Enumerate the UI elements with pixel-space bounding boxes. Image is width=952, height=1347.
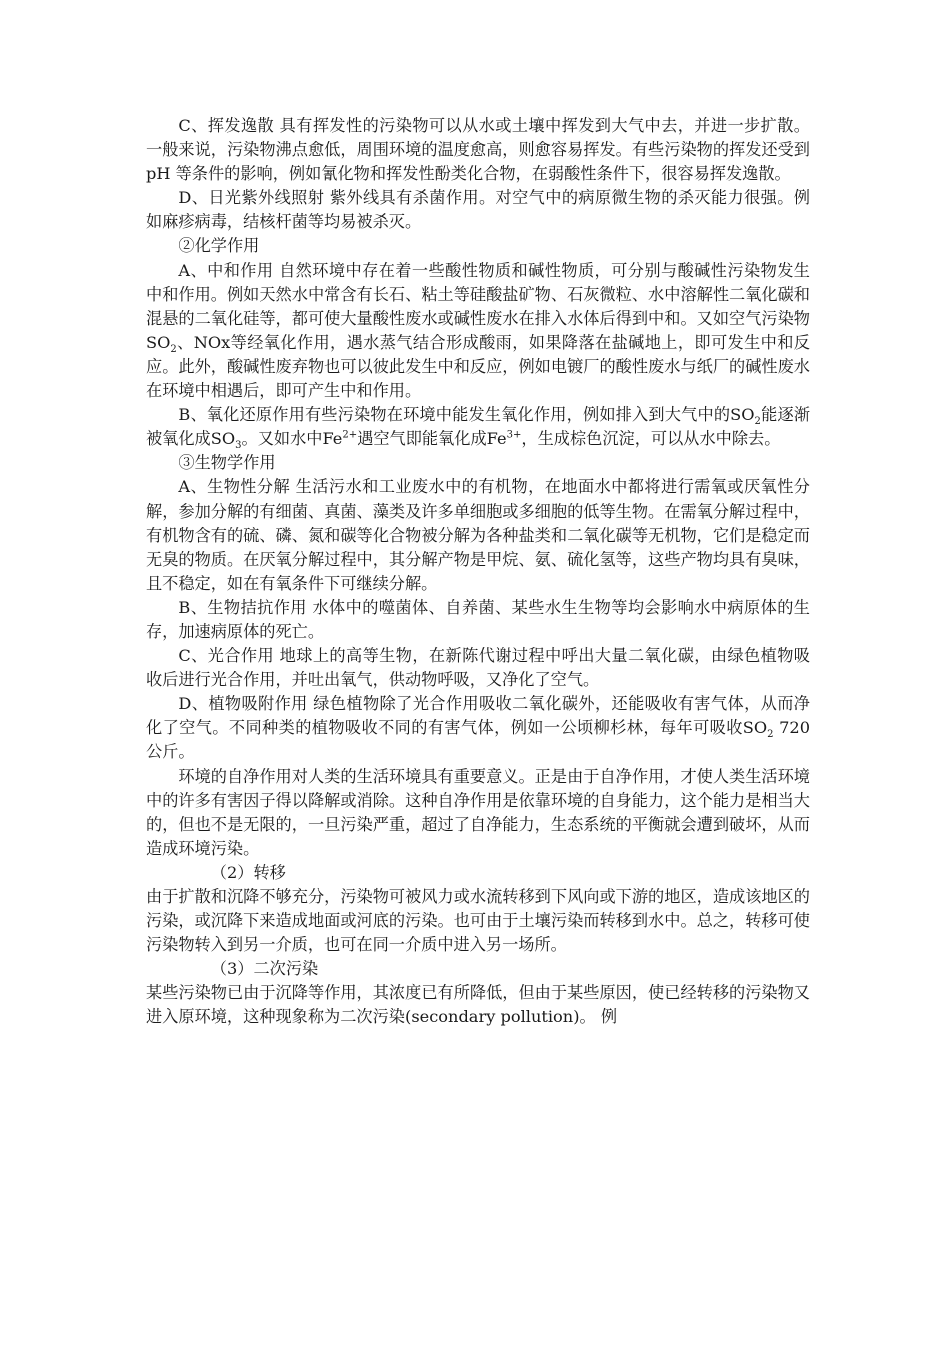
paragraph-volatilization: C、挥发逸散 具有挥发性的污染物可以从水或土壤中挥发到大气中去，并进一步扩散。一般来说，污染物沸点愈低，周围环境的温度愈高，则愈容易挥发。有些污染物的挥发还受到 pH 等条件的影响，例如氰化物和挥发性酚类化合物，在弱酸性条件下，很容易挥发逸散。	[146, 116, 810, 184]
paragraph-neutralization	[146, 259, 810, 404]
paragraph-transfer: 由于扩散和沉降不够充分，污染物可被风力或水流转移到下风向或下游的地区，造成该地区的污染，或沉降下来造成地面或河底的污染。也可由于土壤污染而转移到水中。总之，转移可使污染物转入到另一介质，也可在同一介质中进入另一场所。	[146, 887, 810, 955]
heading-secondary-pollution: （3）二次污染	[210, 959, 319, 979]
paragraph-redox	[146, 403, 810, 451]
subscript-so2: 2	[170, 344, 177, 356]
heading-chemical-action: ②化学作用	[178, 236, 260, 256]
document-page	[146, 114, 810, 1030]
paragraph-uv-irradiation: D、日光紫外线照射 紫外线具有杀菌作用。对空气中的病原微生物的杀灭能力很强。例如麻疹病毒，结核杆菌等均易被杀灭。	[146, 188, 810, 232]
absorption-text-b: 720 公斤。	[146, 718, 810, 762]
subscript-so2: 2	[767, 729, 774, 741]
heading-transfer: （2）转移	[210, 862, 286, 882]
paragraph-antagonism: B、生物拮抗作用 水体中的噬菌体、自养菌、某些水生生物等均会影响水中病原体的生存，加速病原体的死亡。	[146, 597, 810, 641]
redox-text-c: 。又如水中Fe	[241, 429, 343, 449]
paragraph-plant-absorption	[146, 692, 810, 764]
paragraph-self-purification: 环境的自净作用对人类的生活环境具有重要意义。正是由于自净作用，才使人类生活环境中的许多有害因子得以降解或消除。这种自净作用是依靠环境的自身能力，这个能力是相当大的，但也不是无限的，一旦污染严重，超过了自净能力，生态系统的平衡就会遭到破坏，从而造成环境污染。	[146, 766, 810, 858]
subscript-so2: 2	[754, 416, 761, 428]
redox-text-a: B、氧化还原作用有些污染物在环境中能发生氧化作用，例如排入到大气中的SO	[178, 405, 755, 425]
paragraph-photosynthesis: C、光合作用 地球上的高等生物，在新陈代谢过程中呼出大量二氧化碳，由绿色植物吸收后进行光合作用，并吐出氧气，供动物呼吸，又净化了空气。	[146, 646, 810, 690]
neutralization-text-a: A、中和作用 自然环境中存在着一些酸性物质和碱性物质，可分别与酸碱性污染物发生中和作用。例如天然水中常含有长石、粘土等硅酸盐矿物、石灰微粒、水中溶解性二氧化碳和混悬的二氧化硅等，都可使大量酸性废水或碱性废水在排入水体后得到中和。又如空气污染物SO	[146, 260, 810, 352]
superscript-fe3: 3+	[506, 429, 522, 441]
paragraph-biodegradation: A、生物性分解 生活污水和工业废水中的有机物，在地面水中都将进行需氧或厌氧性分解，参加分解的有细菌、真菌、藻类及许多单细胞或多细胞的低等生物。在需氧分解过程中，有机物含有的硫、磷、氮和碳等化合物被分解为各种盐类和二氧化碳等无机物，它们是稳定而无臭的物质。在厌氧分解过程中，其分解产物是甲烷、氨、硫化氢等，这些产物均具有臭味，且不稳定，如在有氧条件下可继续分解。	[146, 477, 810, 593]
paragraph-secondary-pollution: 某些污染物已由于沉降等作用，其浓度已有所降低，但由于某些原因，使已经转移的污染物又进入原环境，这种现象称为二次污染(secondary pollution)。 例	[146, 983, 810, 1027]
absorption-text-a: D、植物吸附作用 绿色植物除了光合作用吸收二氧化碳外，还能吸收有害气体，从而净化了空气。不同种类的植物吸收不同的有害气体，例如一公顷柳杉林，每年可吸收SO	[146, 694, 810, 738]
redox-text-e: ，生成棕色沉淀，可以从水中除去。	[521, 429, 781, 449]
subscript-so3: 3	[235, 440, 242, 452]
neutralization-text-b: 、NOx等经氧化作用，遇水蒸气结合形成酸雨，如果降落在盐碱地上，即可发生中和反应。此外，酸碱性废弃物也可以彼此发生中和反应，例如电镀厂的酸性废水与纸厂的碱性废水在环境中相遇后，即可产生中和作用。	[146, 332, 810, 401]
heading-biological-action: ③生物学作用	[178, 453, 276, 473]
redox-text-b: 能逐渐被氧化成SO	[146, 405, 811, 449]
redox-text-d: 遇空气即能氧化成Fe	[357, 429, 507, 449]
superscript-fe2: 2+	[342, 429, 358, 441]
